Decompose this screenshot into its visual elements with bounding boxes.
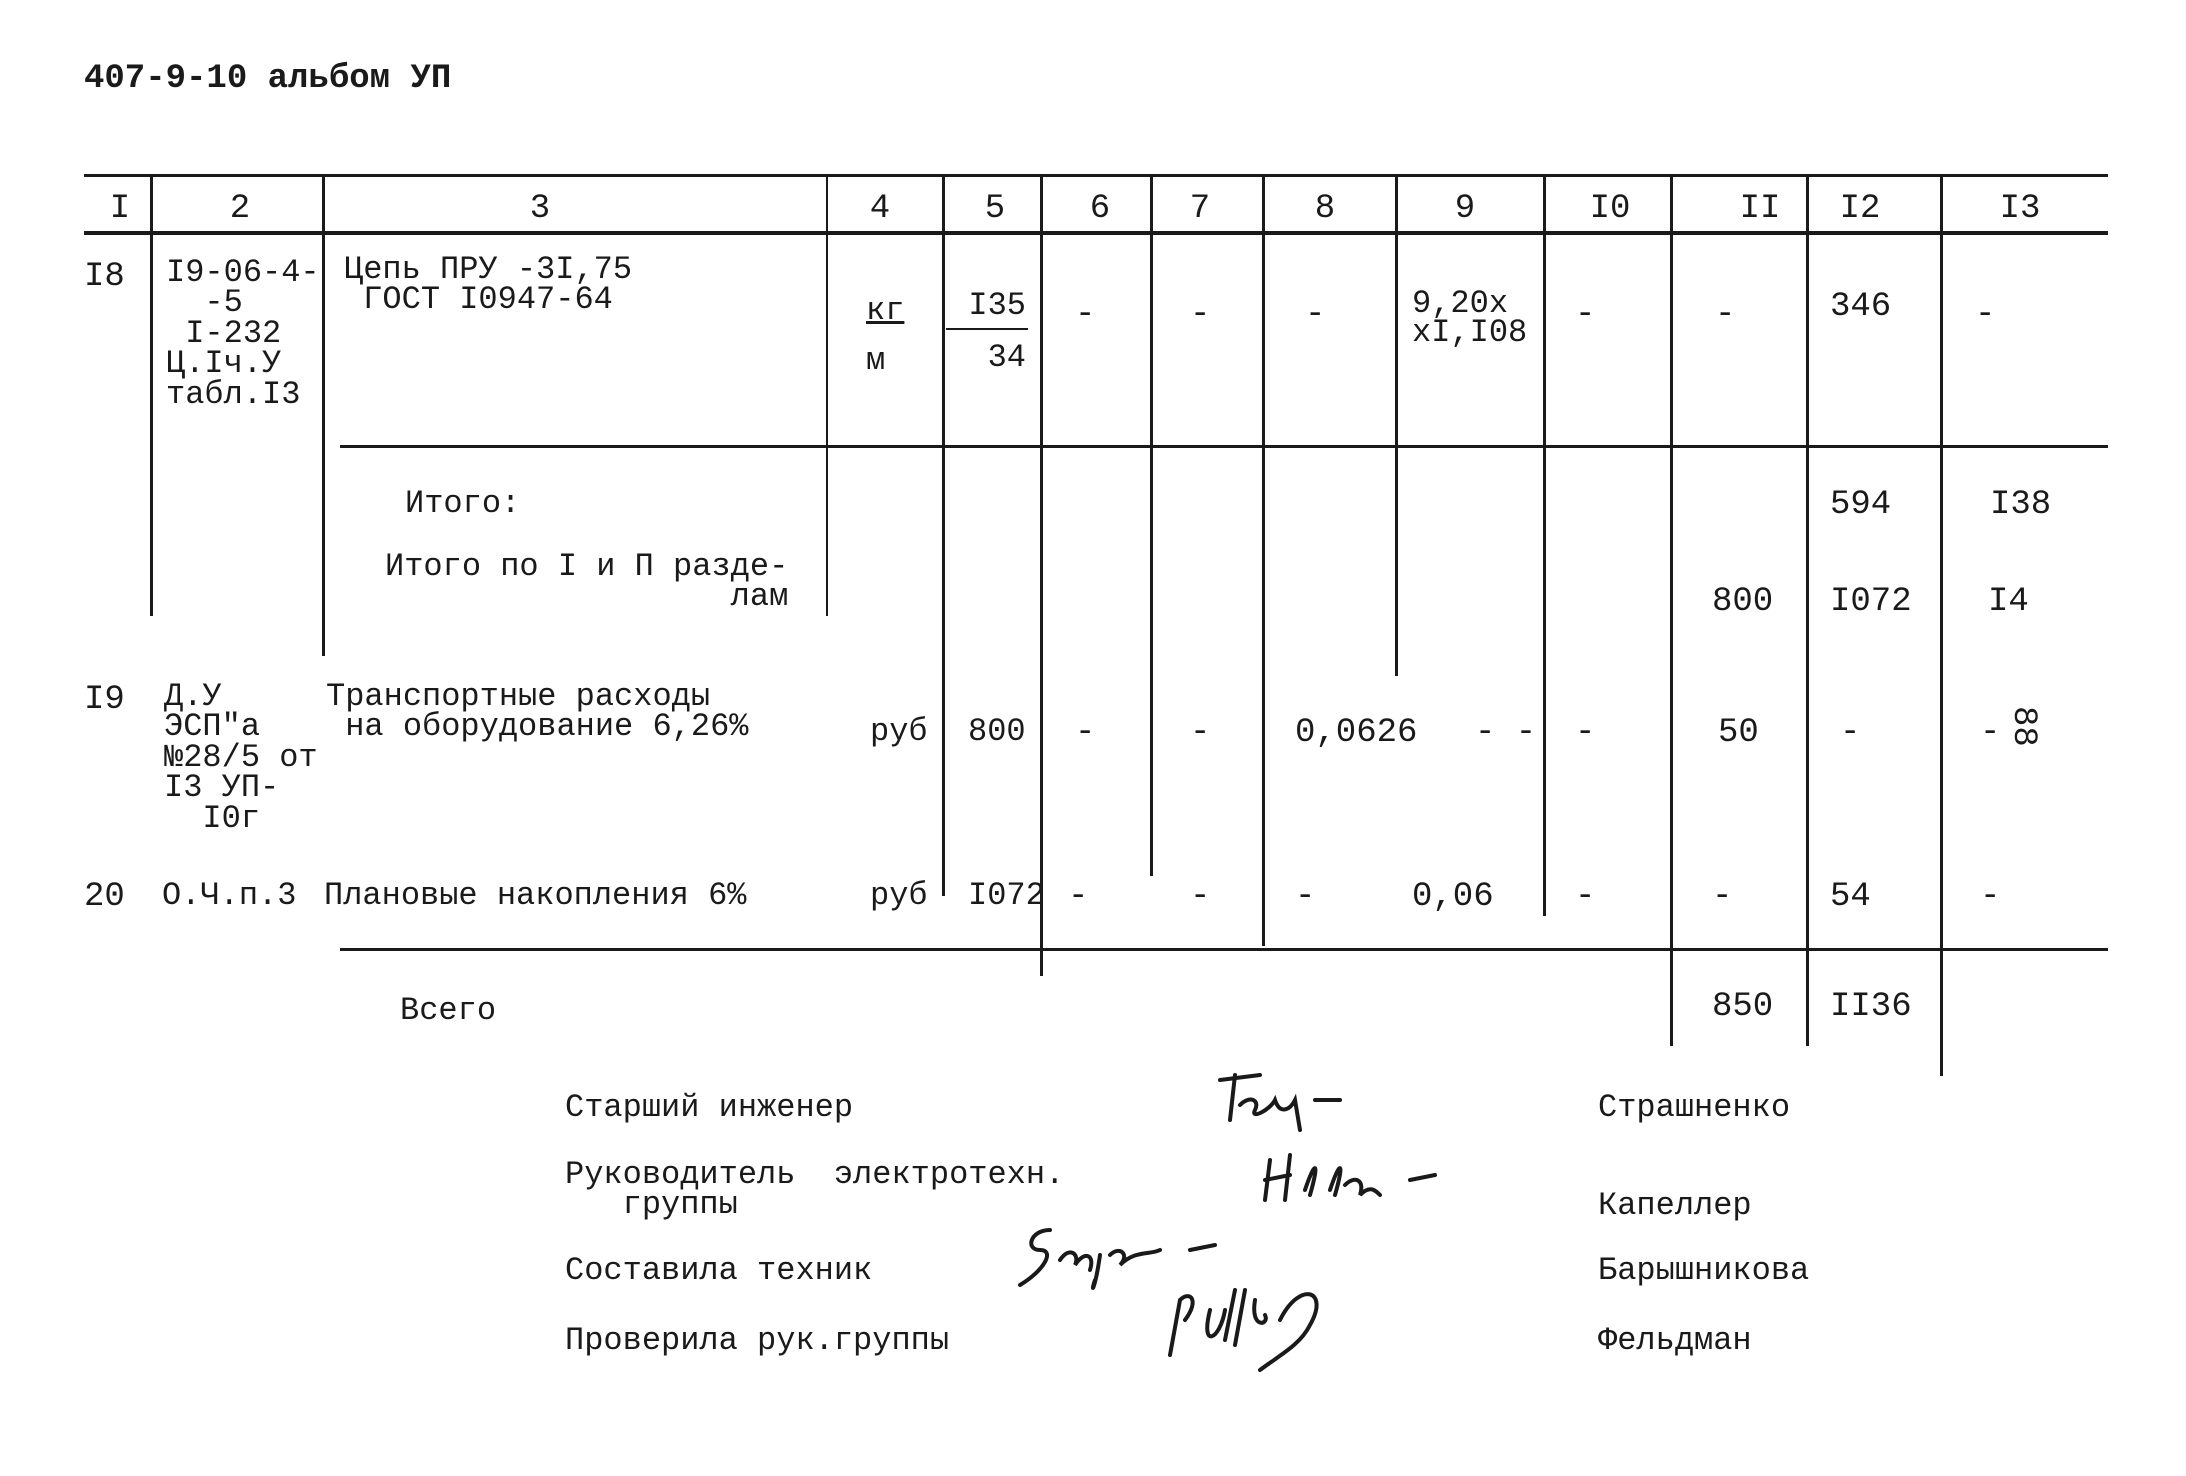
row-18-col13: -	[1975, 296, 1996, 334]
row-18-name: Цепь ПРУ -3I,75 ГОСТ I0947-64	[344, 251, 633, 319]
row-20-col7: -	[1190, 878, 1211, 916]
row-19-unit: руб	[870, 713, 928, 750]
row-19-quantity: 800	[968, 713, 1026, 750]
row-20-quantity: I072	[968, 877, 1045, 914]
section-total-col11: 800	[1712, 583, 1774, 621]
row-20-code: О.Ч.п.3	[162, 877, 297, 914]
row-20-name: Плановые накопления 6%	[324, 877, 747, 914]
row-20-unit: руб	[870, 877, 928, 914]
page-number: 88	[2004, 706, 2042, 747]
total-rule	[340, 948, 2108, 951]
grand-total-col11: 850	[1712, 988, 1774, 1026]
column-header-8: 8	[1314, 190, 1336, 228]
row-20-col8: -	[1295, 878, 1316, 916]
row-18-unit-denominator: м	[866, 342, 886, 379]
subtotal-label: Итого:	[405, 485, 521, 522]
signature-name-1: Страшненко	[1598, 1089, 1791, 1126]
header-bottom-rule	[84, 231, 2108, 235]
column-header-9: 9	[1454, 190, 1476, 228]
section-total-col13: I4	[1988, 583, 2029, 621]
grand-total-col12: II36	[1830, 988, 1912, 1026]
row-18-col10: -	[1575, 296, 1596, 334]
column-header-13: I3	[1999, 190, 2041, 228]
row-19-code: Д.У ЭСП"а №28/5 от I3 УП- I0г	[164, 678, 318, 837]
signature-role-2: Руководитель электротехн. группы	[565, 1156, 1065, 1224]
col-divider-7	[1262, 176, 1265, 946]
row-18-quantity-numerator: I35	[968, 287, 1026, 324]
row-19-col8: 0,0626	[1295, 714, 1418, 752]
col-divider-11	[1806, 176, 1809, 1046]
row-18-col8: -	[1305, 296, 1326, 334]
signature-role-4: Проверила рук.группы	[565, 1322, 950, 1359]
row-19-col13: -	[1980, 714, 2001, 752]
col-divider-5	[1040, 176, 1043, 976]
row-19-col6: -	[1075, 714, 1096, 752]
row-19-col7: -	[1190, 714, 1211, 752]
row-20-col9: 0,06	[1412, 878, 1494, 916]
column-header-11: II	[1739, 190, 1781, 228]
handwritten-signature-4	[1160, 1270, 1360, 1380]
row-18-col6: -	[1075, 296, 1096, 334]
column-header-12: I2	[1839, 190, 1881, 228]
col-divider-9	[1543, 176, 1546, 916]
col-divider-6	[1150, 176, 1153, 876]
grand-total-label: Всего	[400, 992, 497, 1029]
subtotal-rule	[340, 445, 2108, 448]
signature-name-4: Фельдман	[1598, 1322, 1752, 1359]
column-header-10: I0	[1589, 190, 1631, 228]
row-19-col10: -	[1575, 714, 1596, 752]
handwritten-signature-2	[1250, 1140, 1450, 1220]
document-code: 407-9-10 альбом УП	[84, 60, 452, 98]
signature-name-2: Капеллер	[1598, 1187, 1752, 1224]
signature-role-1: Старший инженер	[565, 1089, 854, 1126]
column-header-3: 3	[529, 190, 551, 228]
row-18-col9: 9,20х хI,I08	[1412, 285, 1528, 351]
row-20-col10: -	[1575, 878, 1596, 916]
row-20-col6: -	[1068, 878, 1089, 916]
signature-role-3: Составила техник	[565, 1252, 873, 1289]
col-divider-3	[826, 176, 828, 616]
row-19-col12: -	[1840, 714, 1861, 752]
row-18-quantity-denominator: 34	[987, 339, 1026, 376]
table-top-rule	[84, 174, 2108, 177]
row-19-col9: - -	[1475, 714, 1537, 752]
row-20-col11: -	[1712, 878, 1733, 916]
column-header-2: 2	[229, 190, 251, 228]
section-total-label: Итого по I и П разде- лам	[385, 548, 789, 616]
col-divider-8	[1395, 176, 1398, 676]
row-18-col11: -	[1715, 296, 1736, 334]
row-19-number: I9	[84, 681, 125, 719]
row-20-col12: 54	[1830, 878, 1871, 916]
col-divider-1	[150, 176, 153, 616]
row-18-unit-numerator: кг	[866, 292, 905, 329]
subtotal-col12: 594	[1830, 486, 1892, 524]
column-header-1: I	[109, 190, 131, 228]
row-20-col13: -	[1980, 878, 2001, 916]
subtotal-col13: I38	[1990, 486, 2052, 524]
row-18-code: I9-06-4- -5 I-232 Ц.Iч.У табл.I3	[166, 254, 320, 413]
col-divider-10	[1670, 176, 1673, 1046]
row-18-quantity-fraction-bar	[946, 328, 1028, 330]
column-header-5: 5	[984, 190, 1006, 228]
row-19-col11: 50	[1718, 714, 1759, 752]
column-header-6: 6	[1089, 190, 1111, 228]
col-divider-12	[1940, 176, 1943, 1076]
handwritten-signature-1	[1200, 1060, 1360, 1140]
section-total-col12: I072	[1830, 583, 1912, 621]
row-19-name: Транспортные расходы на оборудование 6,26%	[326, 678, 749, 746]
col-divider-4	[942, 176, 945, 896]
row-18-number: I8	[84, 258, 125, 296]
row-20-number: 20	[84, 878, 125, 916]
column-header-7: 7	[1189, 190, 1211, 228]
col-divider-2	[322, 176, 325, 656]
column-header-4: 4	[869, 190, 891, 228]
signature-name-3: Барышникова	[1598, 1252, 1810, 1289]
row-18-col7: -	[1190, 296, 1211, 334]
row-18-col12: 346	[1830, 288, 1892, 326]
